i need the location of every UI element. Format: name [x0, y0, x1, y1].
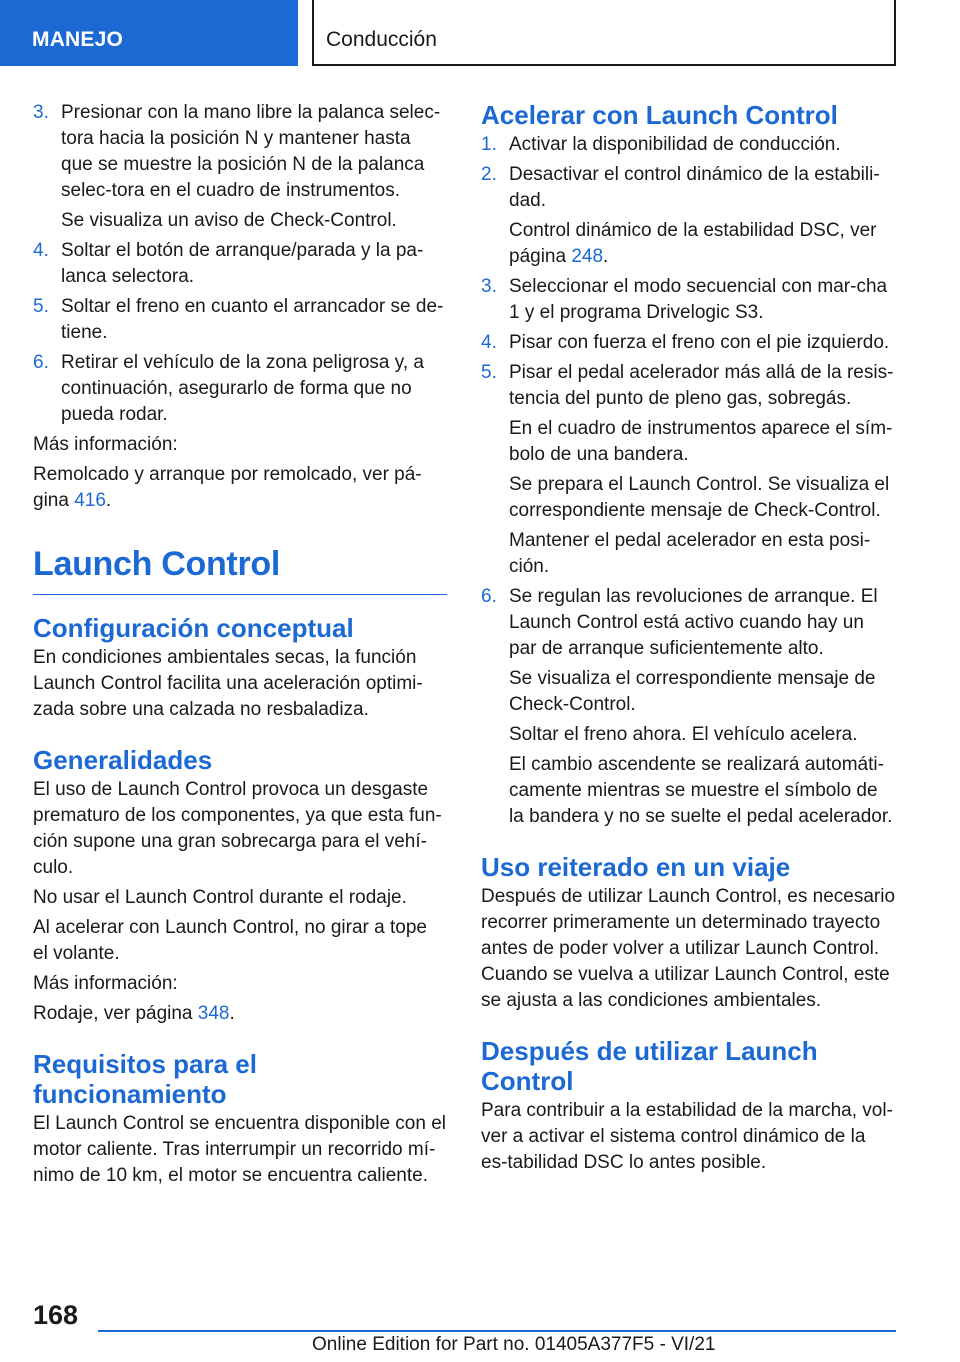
page-link-348[interactable]: 348 — [197, 1003, 230, 1024]
step-number: 2. — [481, 164, 497, 185]
step-note: En el cuadro de instrumentos aparece el sím-bolo de una bandera. — [509, 418, 893, 465]
general-paragraph: No usar el Launch Control durante el rodaje. — [33, 887, 407, 908]
step-item — [33, 238, 447, 290]
step-text: Activar la disponibilidad de conducción. — [509, 134, 841, 155]
section-heading-accelerate: Acelerar con Launch Control — [481, 100, 838, 130]
step-item — [33, 350, 447, 428]
step-item — [481, 584, 896, 662]
step-number: 3. — [33, 102, 49, 123]
reference-end: . — [229, 1003, 235, 1024]
more-info-label: Más información: — [33, 434, 178, 455]
note-end: . — [603, 246, 609, 267]
edition-note: Online Edition for Part no. 01405A377F5 - VI/21 — [312, 1334, 716, 1355]
repeat-paragraph: Después de utilizar Launch Control, es necesario recorrer primeramente un determinado trayecto antes de poder volver a utilizar Launch Control. Cuando se vuelva a utilizar Launch Control, este se ajusta a las condiciones ambientales. — [481, 886, 896, 1011]
step-note: Se visualiza el correspondiente mensaje de Check-Control. — [509, 668, 876, 715]
chapter-heading: Launch Control — [33, 544, 447, 595]
step-item — [481, 162, 896, 214]
section-heading-general: Generalidades — [33, 745, 213, 775]
step-text: Soltar el botón de arranque/parada y la pa-lanca selectora. — [61, 240, 424, 287]
step-number: 4. — [33, 240, 49, 261]
general-paragraph: Al acelerar con Launch Control, no girar a tope el volante. — [33, 917, 427, 964]
page-number: 168 — [33, 1300, 79, 1330]
step-note: Se visualiza un aviso de Check-Control. — [61, 210, 397, 231]
step-item — [33, 100, 447, 204]
step-text: Pisar el pedal acelerador más allá de la resis-tencia del punto de pleno gas, sobregás. — [509, 362, 894, 409]
general-paragraph: El uso de Launch Control provoca un desgaste prematuro de los componentes, ya que esta fun-ción supone una gran sobrecarga para el vehí-culo. — [33, 779, 442, 878]
step-number: 3. — [481, 276, 497, 297]
step-text: Pisar con fuerza el freno con el pie izquierdo. — [509, 332, 890, 353]
step-text: Seleccionar el modo secuencial con mar-cha 1 y el programa Drivelogic S3. — [509, 276, 888, 323]
step-note: Mantener el pedal acelerador en esta posi-ción. — [509, 530, 871, 577]
section-heading-requirements: Requisitos para el funcionamiento — [33, 1049, 257, 1109]
reference-towing — [33, 462, 447, 514]
step-text: Presionar con la mano libre la palanca selec-tora hacia la posición N y mantener hasta que se muestre la posición N de la palanca selec-tora en el cuadro de instrumentos. — [61, 102, 441, 201]
step-number: 4. — [481, 332, 497, 353]
section-heading-concept: Configuración conceptual — [33, 613, 354, 643]
page-header — [0, 0, 960, 66]
section-tab: MANEJO — [0, 0, 298, 66]
after-paragraph: Para contribuir a la estabilidad de la marcha, vol-ver a activar el sistema control dinámico de la es-tabilidad DSC lo antes posible. — [481, 1100, 893, 1173]
step-text: Soltar el freno en cuanto el arrancador se de-tiene. — [61, 296, 444, 343]
step-text: Desactivar el control dinámico de la estabili-dad. — [509, 164, 880, 211]
note-text: Control dinámico de la estabilidad DSC, ver página — [509, 220, 877, 267]
step-text: Se regulan las revoluciones de arranque. El Launch Control está activo cuando hay un par de arranque suficientemente alto. — [509, 586, 878, 659]
step-item — [481, 274, 896, 326]
right-column — [481, 100, 896, 1180]
step-note: Soltar el freno ahora. El vehículo acelera. — [509, 724, 858, 745]
step-text: Retirar el vehículo de la zona peligrosa y, a continuación, asegurarlo de forma que no pueda rodar. — [61, 352, 424, 425]
reference-text: Rodaje, ver página — [33, 1003, 198, 1024]
reference-end: . — [105, 490, 112, 511]
section-heading-repeat: Uso reiterado en un viaje — [481, 852, 791, 882]
step-item — [481, 330, 896, 356]
reference-rodaje — [33, 1001, 447, 1027]
step-number: 5. — [481, 362, 497, 383]
step-note — [481, 218, 896, 270]
step-item — [481, 360, 896, 412]
step-number: 1. — [481, 134, 497, 155]
step-number: 6. — [481, 586, 497, 607]
page-link-416[interactable]: 416 — [74, 490, 106, 511]
more-info-label: Más información: — [33, 973, 178, 994]
step-item — [33, 294, 447, 346]
section-heading-after: Después de utilizar Launch Control — [481, 1036, 818, 1096]
footer-divider — [98, 1330, 896, 1332]
step-item — [481, 132, 896, 158]
concept-paragraph: En condiciones ambientales secas, la función Launch Control facilita una aceleración optimi-zada sobre una calzada no resbaladiza. — [33, 647, 423, 720]
step-number: 5. — [33, 296, 49, 317]
step-note: Se prepara el Launch Control. Se visualiza el correspondiente mensaje de Check-Control. — [509, 474, 890, 521]
left-column — [33, 100, 447, 1193]
chapter-tab: Conducción — [312, 0, 896, 66]
reference-text: Remolcado y arranque por remolcado, ver pá-gina — [33, 464, 422, 511]
requirements-paragraph: El Launch Control se encuentra disponible con el motor caliente. Tras interrumpir un recorrido mí-nimo de 10 km, el motor se encuentra caliente. — [33, 1113, 446, 1186]
step-note: El cambio ascendente se realizará automáti-camente mientras se muestre el símbolo de la bandera y no se suelte el pedal acelerador. — [509, 754, 893, 827]
page-link-248[interactable]: 248 — [571, 246, 604, 267]
step-number: 6. — [33, 352, 49, 373]
